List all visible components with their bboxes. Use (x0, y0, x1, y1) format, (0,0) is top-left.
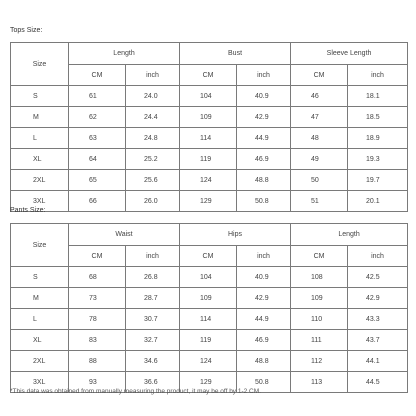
tops-size-table (10, 42, 408, 212)
unit-header-cm: CM (69, 246, 126, 267)
cm-value-cell: 114 (180, 309, 237, 330)
table-row (11, 149, 408, 170)
cm-value-cell: 112 (291, 351, 348, 372)
size-cell: L (11, 128, 69, 149)
table-row (11, 330, 408, 351)
inch-value-cell: 43.3 (348, 309, 408, 330)
inch-value-cell: 24.8 (126, 128, 180, 149)
group-header-length: Length (69, 43, 180, 65)
cm-value-cell: 124 (180, 170, 237, 191)
cm-value-cell: 68 (69, 267, 126, 288)
tops-table-body (11, 86, 408, 212)
inch-value-cell: 44.9 (237, 309, 291, 330)
cm-value-cell: 73 (69, 288, 126, 309)
size-cell: 3XL (11, 372, 69, 393)
inch-value-cell: 48.8 (237, 351, 291, 372)
table-row (11, 267, 408, 288)
group-header-waist: Waist (69, 224, 180, 246)
cm-value-cell: 63 (69, 128, 126, 149)
unit-header-inch: inch (237, 65, 291, 86)
unit-header-inch: inch (348, 246, 408, 267)
inch-value-cell: 28.7 (126, 288, 180, 309)
inch-value-cell: 34.6 (126, 351, 180, 372)
cm-value-cell: 62 (69, 107, 126, 128)
size-cell: L (11, 309, 69, 330)
pants-size-table (10, 223, 408, 393)
inch-value-cell: 30.7 (126, 309, 180, 330)
cm-value-cell: 66 (69, 191, 126, 212)
table-row (11, 351, 408, 372)
table-row (11, 107, 408, 128)
inch-value-cell: 20.1 (348, 191, 408, 212)
inch-value-cell: 18.1 (348, 86, 408, 107)
size-cell: S (11, 267, 69, 288)
size-cell: XL (11, 330, 69, 351)
cm-value-cell: 129 (180, 372, 237, 393)
unit-header-cm: CM (69, 65, 126, 86)
cm-value-cell: 109 (180, 288, 237, 309)
cm-value-cell: 109 (291, 288, 348, 309)
cm-value-cell: 51 (291, 191, 348, 212)
inch-value-cell: 42.5 (348, 267, 408, 288)
cm-value-cell: 49 (291, 149, 348, 170)
cm-value-cell: 47 (291, 107, 348, 128)
table-row (11, 170, 408, 191)
inch-value-cell: 32.7 (126, 330, 180, 351)
unit-header-cm: CM (180, 65, 237, 86)
inch-value-cell: 18.5 (348, 107, 408, 128)
cm-value-cell: 129 (180, 191, 237, 212)
inch-value-cell: 36.6 (126, 372, 180, 393)
size-cell: 3XL (11, 191, 69, 212)
cm-value-cell: 61 (69, 86, 126, 107)
pants-table-body (11, 267, 408, 393)
unit-header-inch: inch (126, 65, 180, 86)
inch-value-cell: 44.1 (348, 351, 408, 372)
inch-value-cell: 25.2 (126, 149, 180, 170)
size-cell: 2XL (11, 351, 69, 372)
measurement-footnote: *This data was obtained from manually measuring the product, it may be off by 1-2 CM. (10, 388, 261, 395)
cm-value-cell: 65 (69, 170, 126, 191)
size-cell: M (11, 288, 69, 309)
unit-header-inch: inch (126, 246, 180, 267)
inch-value-cell: 50.8 (237, 372, 291, 393)
inch-value-cell: 40.9 (237, 86, 291, 107)
unit-header-inch: inch (237, 246, 291, 267)
table-row (11, 288, 408, 309)
cm-value-cell: 64 (69, 149, 126, 170)
inch-value-cell: 46.9 (237, 149, 291, 170)
size-cell: XL (11, 149, 69, 170)
group-header-bust: Bust (180, 43, 291, 65)
inch-value-cell: 19.3 (348, 149, 408, 170)
cm-value-cell: 93 (69, 372, 126, 393)
cm-value-cell: 104 (180, 86, 237, 107)
inch-value-cell: 24.0 (126, 86, 180, 107)
inch-value-cell: 24.4 (126, 107, 180, 128)
cm-value-cell: 119 (180, 330, 237, 351)
unit-header-cm: CM (180, 246, 237, 267)
cm-value-cell: 104 (180, 267, 237, 288)
inch-value-cell: 18.9 (348, 128, 408, 149)
inch-value-cell: 48.8 (237, 170, 291, 191)
inch-value-cell: 26.8 (126, 267, 180, 288)
unit-header-cm: CM (291, 65, 348, 86)
group-header-hips: Hips (180, 224, 291, 246)
inch-value-cell: 44.5 (348, 372, 408, 393)
inch-value-cell: 40.9 (237, 267, 291, 288)
size-column-header: Size (11, 224, 69, 267)
group-header-length: Length (291, 224, 408, 246)
group-header-sleeve-length: Sleeve Length (291, 43, 408, 65)
cm-value-cell: 119 (180, 149, 237, 170)
inch-value-cell: 44.9 (237, 128, 291, 149)
cm-value-cell: 110 (291, 309, 348, 330)
table-row (11, 86, 408, 107)
inch-value-cell: 26.0 (126, 191, 180, 212)
pants-size-title: Pants Size: (10, 207, 46, 214)
cm-value-cell: 109 (180, 107, 237, 128)
table-row (11, 191, 408, 212)
cm-value-cell: 50 (291, 170, 348, 191)
unit-header-cm: CM (291, 246, 348, 267)
unit-header-inch: inch (348, 65, 408, 86)
cm-value-cell: 78 (69, 309, 126, 330)
size-cell: S (11, 86, 69, 107)
inch-value-cell: 43.7 (348, 330, 408, 351)
cm-value-cell: 114 (180, 128, 237, 149)
inch-value-cell: 42.9 (237, 107, 291, 128)
table-row (11, 309, 408, 330)
cm-value-cell: 124 (180, 351, 237, 372)
inch-value-cell: 19.7 (348, 170, 408, 191)
cm-value-cell: 108 (291, 267, 348, 288)
cm-value-cell: 88 (69, 351, 126, 372)
inch-value-cell: 25.6 (126, 170, 180, 191)
table-row (11, 128, 408, 149)
cm-value-cell: 83 (69, 330, 126, 351)
size-cell: M (11, 107, 69, 128)
inch-value-cell: 50.8 (237, 191, 291, 212)
inch-value-cell: 42.9 (237, 288, 291, 309)
tops-size-title: Tops Size: (10, 27, 43, 34)
cm-value-cell: 48 (291, 128, 348, 149)
inch-value-cell: 42.9 (348, 288, 408, 309)
size-column-header: Size (11, 43, 69, 86)
size-cell: 2XL (11, 170, 69, 191)
inch-value-cell: 46.9 (237, 330, 291, 351)
cm-value-cell: 46 (291, 86, 348, 107)
cm-value-cell: 111 (291, 330, 348, 351)
cm-value-cell: 113 (291, 372, 348, 393)
